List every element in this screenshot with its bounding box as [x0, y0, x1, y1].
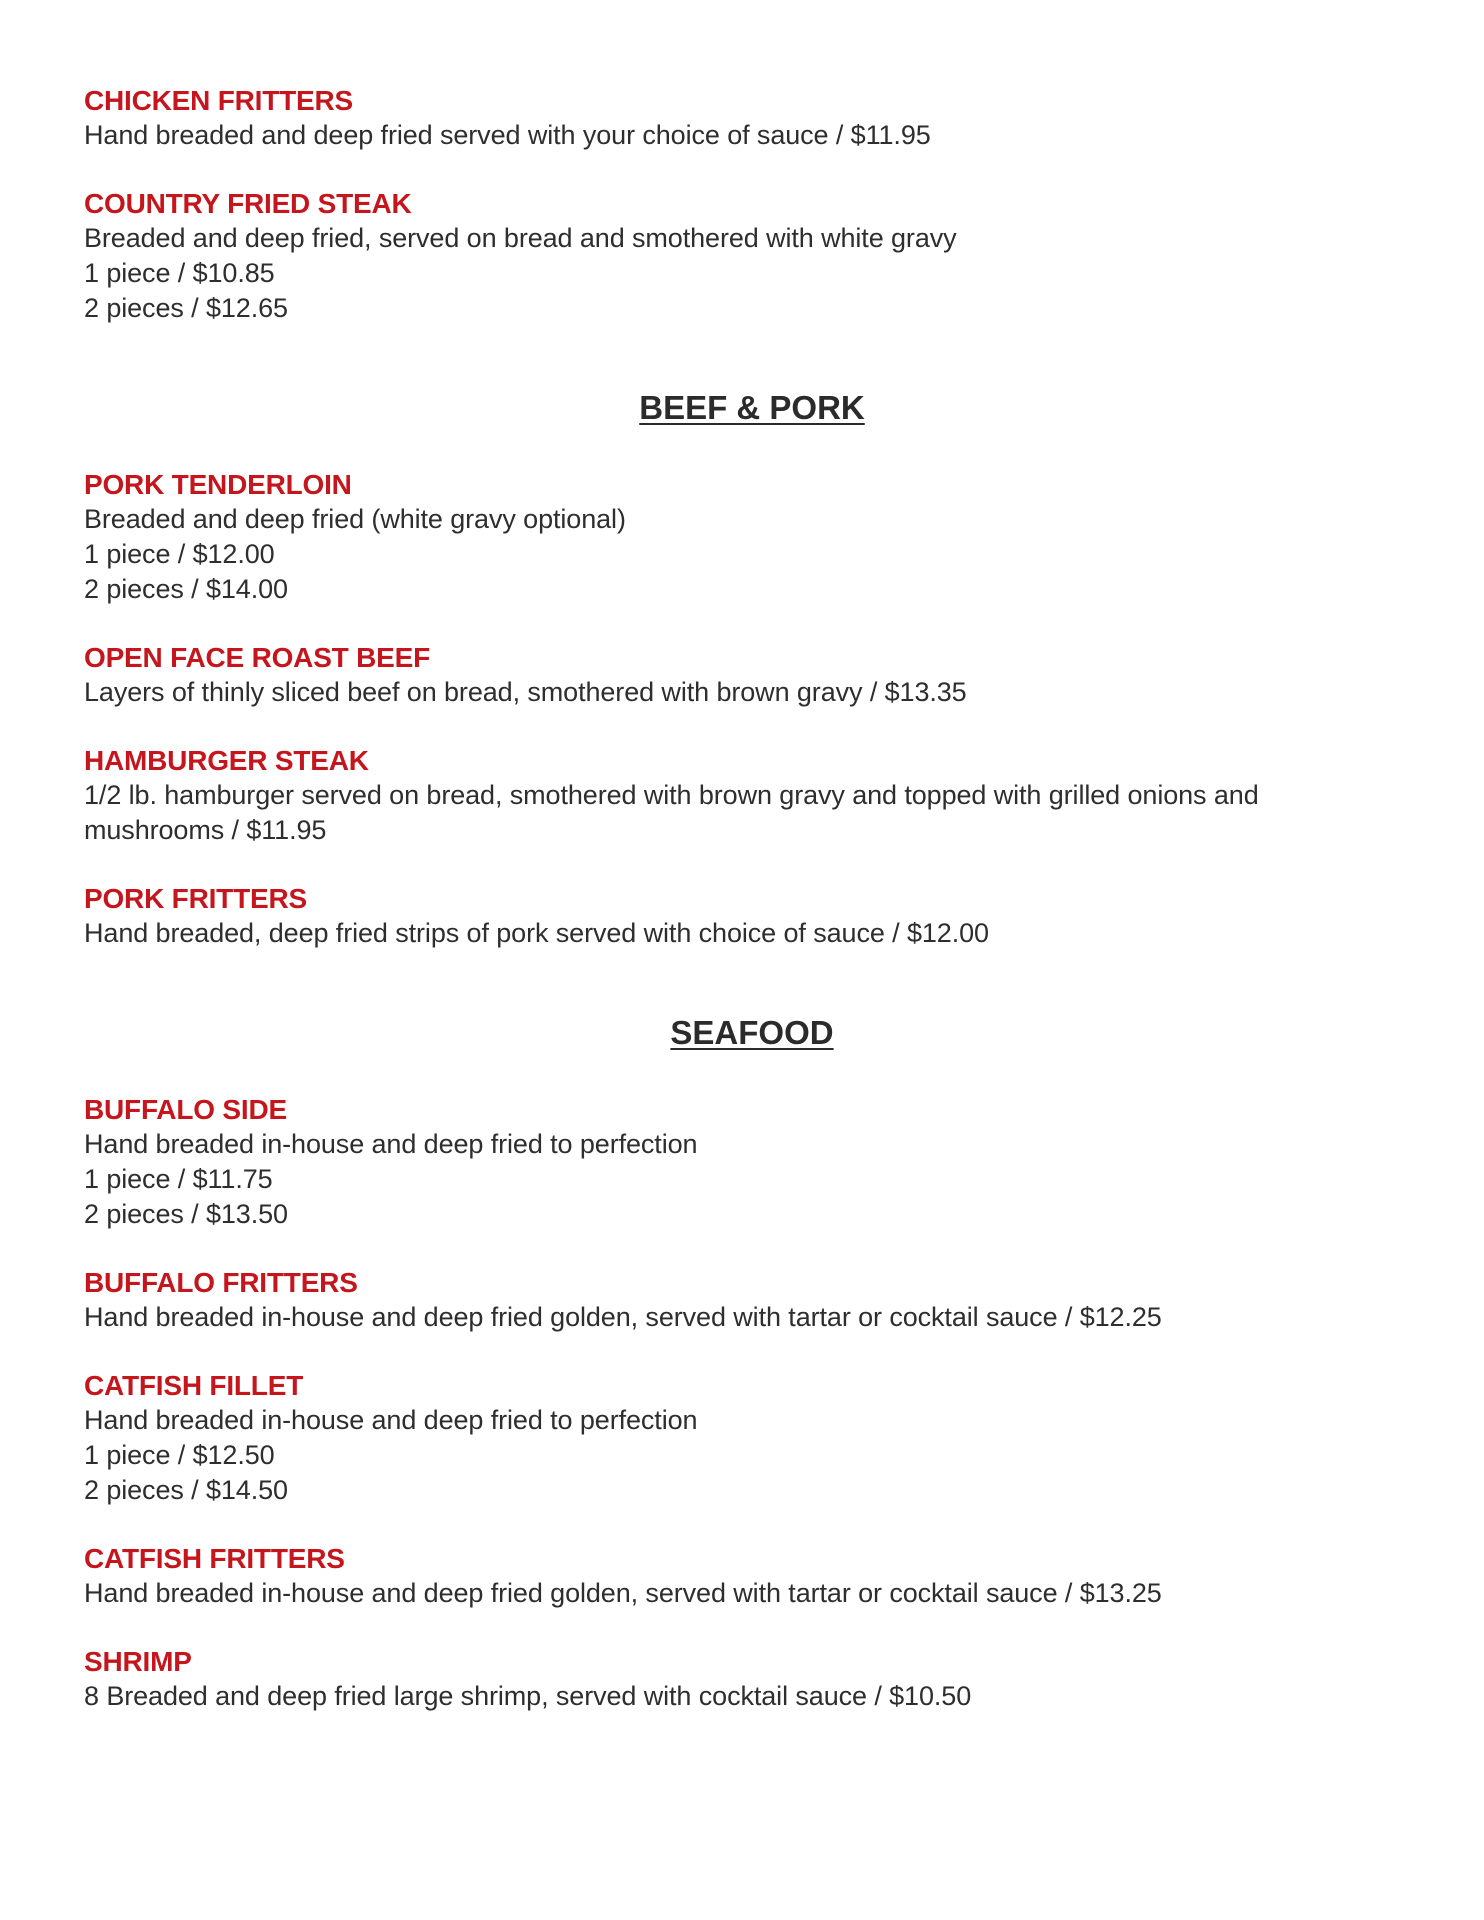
item-description: Hand breaded in-house and deep fried to perfection — [84, 1129, 698, 1159]
menu-item-hamburger-steak — [84, 744, 1400, 848]
item-description: Hand breaded in-house and deep fried to perfection — [84, 1405, 698, 1435]
item-price-option: 2 pieces / $14.50 — [84, 1475, 288, 1505]
menu-section-seafood — [84, 1013, 1400, 1714]
item-name: COUNTRY FRIED STEAK — [84, 188, 412, 219]
item-description: Hand breaded in-house and deep fried golden, served with tartar or cocktail sauce / $13.25 — [84, 1578, 1162, 1608]
item-price-option: 2 pieces / $12.65 — [84, 293, 288, 323]
menu-page — [84, 84, 1400, 1748]
menu-section-continued — [84, 84, 1400, 326]
item-price-option: 1 piece / $11.75 — [84, 1164, 273, 1194]
item-description: mushrooms / $11.95 — [84, 815, 327, 845]
menu-item-chicken-fritters — [84, 84, 1400, 153]
item-name: CHICKEN FRITTERS — [84, 85, 354, 116]
menu-section-beef-pork — [84, 388, 1400, 951]
item-name: BUFFALO SIDE — [84, 1094, 287, 1125]
item-name: SHRIMP — [84, 1646, 192, 1677]
item-price-option: 1 piece / $12.00 — [84, 539, 275, 569]
item-price-option: 1 piece / $12.50 — [84, 1440, 275, 1470]
menu-item-pork-fritters — [84, 882, 1400, 951]
menu-item-catfish-fritters — [84, 1542, 1400, 1611]
item-description: 8 Breaded and deep fried large shrimp, served with cocktail sauce / $10.50 — [84, 1681, 972, 1711]
item-description: Hand breaded, deep fried strips of pork served with choice of sauce / $12.00 — [84, 918, 989, 948]
item-name: PORK TENDERLOIN — [84, 469, 352, 500]
item-name: HAMBURGER STEAK — [84, 745, 369, 776]
item-name: CATFISH FILLET — [84, 1370, 304, 1401]
item-description: Breaded and deep fried (white gravy optional) — [84, 504, 626, 534]
item-price-option: 1 piece / $10.85 — [84, 258, 275, 288]
menu-item-open-face-roast-beef — [84, 641, 1400, 710]
item-description: Breaded and deep fried, served on bread and smothered with white gravy — [84, 223, 957, 253]
item-price-option: 2 pieces / $14.00 — [84, 574, 288, 604]
menu-item-buffalo-fritters — [84, 1266, 1400, 1335]
section-heading: SEAFOOD — [670, 1014, 834, 1051]
item-description: Layers of thinly sliced beef on bread, smothered with brown gravy / $13.35 — [84, 677, 967, 707]
item-description: Hand breaded and deep fried served with your choice of sauce / $11.95 — [84, 120, 931, 150]
item-name: BUFFALO FRITTERS — [84, 1267, 358, 1298]
item-price-option: 2 pieces / $13.50 — [84, 1199, 288, 1229]
item-name: CATFISH FRITTERS — [84, 1543, 345, 1574]
item-name: PORK FRITTERS — [84, 883, 307, 914]
section-heading: BEEF & PORK — [639, 389, 865, 426]
menu-item-buffalo-side — [84, 1093, 1400, 1232]
menu-item-pork-tenderloin — [84, 468, 1400, 607]
item-description: 1/2 lb. hamburger served on bread, smothered with brown gravy and topped with grilled onions and — [84, 780, 1259, 810]
menu-item-shrimp — [84, 1645, 1400, 1714]
item-name: OPEN FACE ROAST BEEF — [84, 642, 431, 673]
menu-item-country-fried-steak — [84, 187, 1400, 326]
menu-item-catfish-fillet — [84, 1369, 1400, 1508]
item-description: Hand breaded in-house and deep fried golden, served with tartar or cocktail sauce / $12.25 — [84, 1302, 1162, 1332]
